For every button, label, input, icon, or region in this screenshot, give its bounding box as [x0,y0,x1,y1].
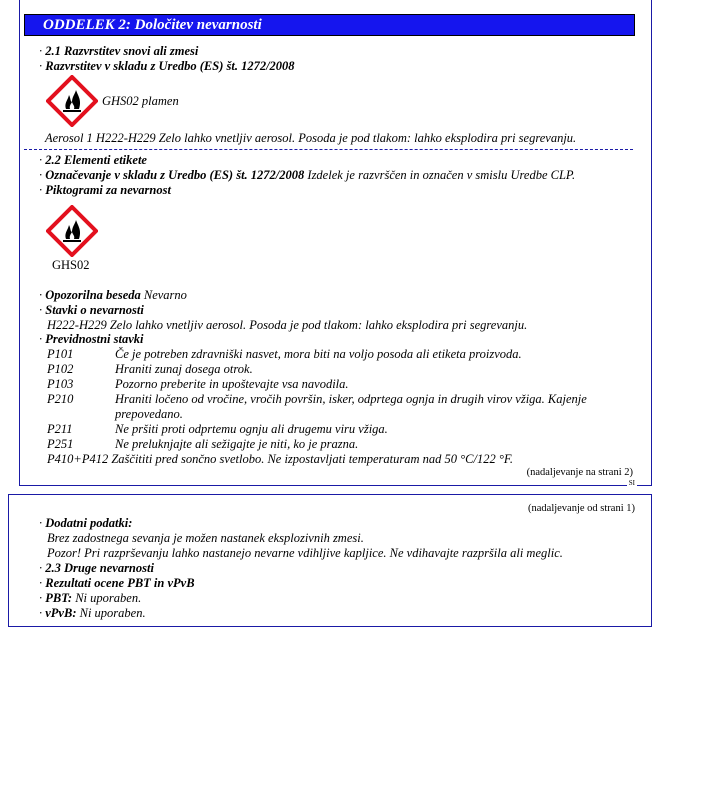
precaution-code: P251 [47,437,74,451]
precaution-heading: Previdnostni stavki [45,332,144,346]
precaution-text: Ne pršiti proti odprtemu ognju ali drugemu viru vžiga. [115,422,388,436]
precaution-code: P211 [47,422,73,436]
precaution-text: Če je potreben zdravniški nasvet, mora biti na voljo posoda ali etiketa proizvoda. [115,347,522,361]
language-code: SI [628,479,635,487]
extra-heading-line: · Dodatni podatki: [39,516,133,530]
flame-pictogram-icon [46,75,98,127]
extra-line-2: Pozor! Pri razprševanju lahko nastanejo nevarne vdihljive kapljice. Ne vdihavajte razpršila ali meglic. [47,546,563,560]
extra-line-1: Brez zadostnega sevanja je možen nastanek eksplozivnih zmesi. [47,531,364,545]
precaution-text: Ne preluknjajte ali sežigajte je niti, ko je prazna. [115,437,359,451]
section-divider [24,149,633,150]
s22-heading: 2.2 Elementi etikete [45,153,147,167]
s21-reg: Razvrstitev v skladu z Uredbo (ES) št. 1272/2008 [45,59,295,73]
continued-next-note: (nadaljevanje na strani 2) [526,467,633,478]
section-title: ODDELEK 2: Določitev nevarnosti [43,17,262,33]
other-hazards-heading: 2.3 Druge nevarnosti [45,561,154,575]
vpvb-bold: vPvB: [45,606,77,620]
vpvb-text: Ni uporaben. [76,606,146,620]
precaution-code: P101 [47,347,74,361]
pbt-line: · PBT: Ni uporaben. [39,591,142,605]
s21-heading: 2.1 Razvrstitev snovi ali zmesi [45,44,199,58]
precaution-code: P102 [47,362,74,376]
pictograms-heading-line: · Piktogrami za nevarnost [39,183,171,197]
s22-heading-line: · 2.2 Elementi etikete [39,153,147,167]
s22-label-text: Izdelek je razvrščen in označen v smislu Uredbe CLP. [304,168,576,182]
page-1-frame [19,0,652,486]
s21-heading-line: · 2.1 Razvrstitev snovi ali zmesi [39,44,199,58]
page-2-frame [8,494,652,627]
signal-line: · Opozorilna beseda Nevarno [39,288,187,302]
s22-label-line: · Označevanje v skladu z Uredbo (ES) št. 1272/2008 Izdelek je razvrščen in označen v smislu Uredbe CLP. [39,168,576,182]
ghs02-flame-label: GHS02 plamen [102,94,179,108]
precaution-text: Hraniti ločeno od vročine, vročih površin, isker, odprtega ognja in drugih virov vžiga. Kajenje prepovedano. [115,392,587,421]
signal-bold: Opozorilna beseda [45,288,141,302]
s21-reg-line: · Razvrstitev v skladu z Uredbo (ES) št. 1272/2008 [39,59,295,73]
pbt-bold: PBT: [45,591,73,605]
s22-label-bold: Označevanje v skladu z Uredbo (ES) št. 1272/2008 [45,168,305,182]
precaution-heading-line: · Previdnostni stavki [39,332,144,346]
hazard-heading-line: · Stavki o nevarnosti [39,303,144,317]
pbt-heading-line: · Rezultati ocene PBT in vPvB [39,576,195,590]
pbt-text: Ni uporaben. [72,591,142,605]
flame-pictogram-icon [46,205,98,257]
signal-text: Nevarno [140,288,187,302]
precaution-text: Pozorno preberite in upoštevajte vsa navodila. [115,377,349,391]
pictograms-heading: Piktogrami za nevarnost [45,183,171,197]
ghs02-label: GHS02 [52,258,90,272]
pbt-heading: Rezultati ocene PBT in vPvB [45,576,195,590]
precaution-code: P210 [47,392,74,406]
continued-from-note: (nadaljevanje od strani 1) [528,503,635,514]
other-hazards-line: · 2.3 Druge nevarnosti [39,561,154,575]
vpvb-line: · vPvB: Ni uporaben. [39,606,146,620]
aerosol-line: Aerosol 1 H222-H229 Zelo lahko vnetljiv aerosol. Posoda je pod tlakom: lahko eksplodira pri segrevanju. [45,131,577,145]
section-header-bar [24,14,635,36]
extra-heading: Dodatni podatki: [45,516,133,530]
hazard-heading: Stavki o nevarnosti [45,303,144,317]
precaution-text: Hraniti zunaj dosega otrok. [115,362,253,376]
p410-line: P410+P412 Zaščititi pred sončno svetlobo. Ne izpostavljati temperaturam nad 50 °C/122 °F. [47,452,513,466]
precaution-code: P103 [47,377,74,391]
hazard-text: H222-H229 Zelo lahko vnetljiv aerosol. Posoda je pod tlakom: lahko eksplodira pri segrevanju. [47,318,528,332]
